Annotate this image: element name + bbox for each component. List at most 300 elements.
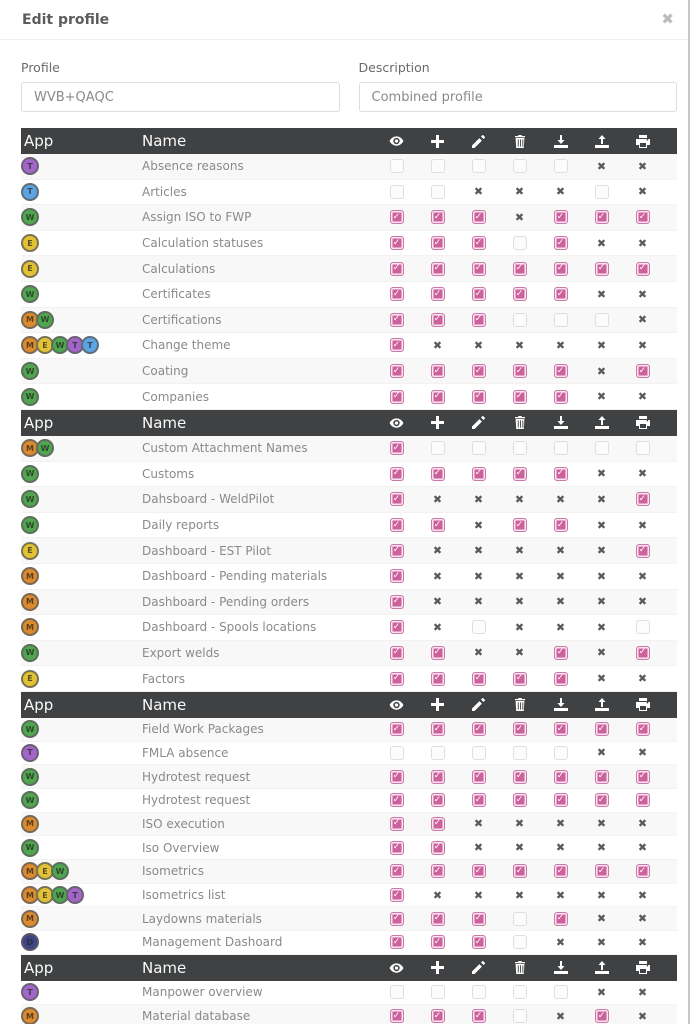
permission-cell xyxy=(581,793,622,807)
close-icon[interactable]: ✖ xyxy=(661,10,674,28)
app-badge-w: W xyxy=(36,439,54,457)
checkbox-checked[interactable]: ✓ xyxy=(390,390,404,404)
permission-cell xyxy=(581,313,622,327)
description-label: Description xyxy=(358,60,430,75)
permission-cell xyxy=(458,236,499,250)
not-available-cross-icon: ✖ xyxy=(555,817,566,831)
checkbox-checked[interactable]: ✓ xyxy=(390,672,404,686)
table-row xyxy=(21,513,677,539)
checkbox-checked[interactable]: ✓ xyxy=(390,1009,404,1023)
checkbox-checked[interactable]: ✓ xyxy=(390,338,404,352)
not-available-cross-icon: ✖ xyxy=(637,338,648,352)
permission-cell xyxy=(417,817,458,831)
permission-name: Certifications xyxy=(142,312,222,327)
permission-cell xyxy=(376,888,417,902)
checkbox-checked[interactable]: ✓ xyxy=(431,722,445,736)
checkbox-checked[interactable]: ✓ xyxy=(431,262,445,276)
permission-cell xyxy=(376,338,417,352)
checkbox-checked[interactable]: ✓ xyxy=(636,210,650,224)
checkbox-checked[interactable]: ✓ xyxy=(390,467,404,481)
permission-cell xyxy=(581,441,622,455)
checkbox-checked[interactable]: ✓ xyxy=(472,390,486,404)
permission-cell xyxy=(622,937,663,948)
checkbox-unchecked[interactable] xyxy=(554,441,568,455)
permission-cell xyxy=(540,793,581,807)
checkbox-checked[interactable]: ✓ xyxy=(431,912,445,926)
checkbox-checked[interactable]: ✓ xyxy=(390,793,404,807)
checkbox-checked[interactable]: ✓ xyxy=(390,492,404,506)
checkbox-unchecked[interactable] xyxy=(554,313,568,327)
not-available-cross-icon: ✖ xyxy=(555,569,566,583)
checkbox-unchecked[interactable] xyxy=(513,313,527,327)
permission-cell xyxy=(417,596,458,607)
checkbox-checked[interactable]: ✓ xyxy=(390,262,404,276)
not-available-cross-icon: ✖ xyxy=(473,888,484,902)
not-available-cross-icon: ✖ xyxy=(514,888,525,902)
not-available-cross-icon: ✖ xyxy=(596,467,607,481)
permission-cell xyxy=(417,890,458,901)
checkbox-checked[interactable]: ✓ xyxy=(513,793,527,807)
not-available-cross-icon: ✖ xyxy=(637,287,648,301)
checkbox-unchecked[interactable] xyxy=(472,985,486,999)
permission-cell xyxy=(417,1009,458,1023)
permission-cell xyxy=(499,864,540,878)
not-available-cross-icon: ✖ xyxy=(473,817,484,831)
permission-cell xyxy=(417,262,458,276)
app-badges xyxy=(21,516,142,534)
permission-cell xyxy=(499,571,540,582)
checkbox-checked[interactable]: ✓ xyxy=(390,236,404,250)
permission-cell xyxy=(499,770,540,784)
permission-name: Hydrotest request xyxy=(142,769,251,784)
checkbox-checked[interactable]: ✓ xyxy=(472,467,486,481)
app-badge-w: W xyxy=(21,644,39,662)
checkbox-checked[interactable]: ✓ xyxy=(472,210,486,224)
permission-cell xyxy=(499,212,540,223)
permission-cell xyxy=(540,313,581,327)
not-available-cross-icon: ✖ xyxy=(596,912,607,926)
checkbox-checked[interactable]: ✓ xyxy=(390,912,404,926)
permission-cell xyxy=(376,620,417,634)
permission-name: Dashboard - EST Pilot xyxy=(142,543,272,558)
checkbox-checked[interactable]: ✓ xyxy=(472,1009,486,1023)
app-badge-m: M xyxy=(21,910,39,928)
checkbox-checked[interactable]: ✓ xyxy=(513,287,527,301)
checkbox-checked[interactable]: ✓ xyxy=(554,210,568,224)
checkbox-unchecked[interactable] xyxy=(513,985,527,999)
checkbox-checked[interactable]: ✓ xyxy=(636,544,650,558)
checkbox-checked[interactable]: ✓ xyxy=(513,364,527,378)
checkbox-checked[interactable]: ✓ xyxy=(472,722,486,736)
checkbox-checked[interactable]: ✓ xyxy=(554,912,568,926)
checkbox-checked[interactable]: ✓ xyxy=(554,518,568,532)
checkbox-checked[interactable]: ✓ xyxy=(390,518,404,532)
permission-name: Export welds xyxy=(142,645,220,660)
not-available-cross-icon: ✖ xyxy=(555,620,566,634)
checkbox-checked[interactable]: ✓ xyxy=(595,793,609,807)
checkbox-unchecked[interactable] xyxy=(595,441,609,455)
download-icon xyxy=(540,135,581,148)
checkbox-checked[interactable]: ✓ xyxy=(390,888,404,902)
checkbox-unchecked[interactable] xyxy=(636,620,650,634)
checkbox-unchecked[interactable] xyxy=(472,159,486,173)
checkbox-checked[interactable]: ✓ xyxy=(513,770,527,784)
app-badge-t: T xyxy=(21,744,39,762)
checkbox-checked[interactable]: ✓ xyxy=(431,210,445,224)
checkbox-checked[interactable]: ✓ xyxy=(390,864,404,878)
permission-cell xyxy=(540,622,581,633)
not-available-cross-icon: ✖ xyxy=(596,672,607,686)
checkbox-checked[interactable]: ✓ xyxy=(431,817,445,831)
permission-name: Absence reasons xyxy=(142,159,244,174)
checkbox-checked[interactable]: ✓ xyxy=(636,646,650,660)
checkbox-unchecked[interactable] xyxy=(390,159,404,173)
permission-cell xyxy=(499,985,540,999)
app-badge-m: M xyxy=(21,439,39,457)
not-available-cross-icon: ✖ xyxy=(637,467,648,481)
checkbox-checked[interactable]: ✓ xyxy=(513,672,527,686)
permission-cell xyxy=(458,287,499,301)
permission-cell xyxy=(499,364,540,378)
permission-cell xyxy=(499,545,540,556)
checkbox-checked[interactable]: ✓ xyxy=(595,770,609,784)
checkbox-checked[interactable]: ✓ xyxy=(431,841,445,855)
checkbox-unchecked[interactable] xyxy=(472,620,486,634)
checkbox-checked[interactable]: ✓ xyxy=(390,935,404,949)
checkbox-checked[interactable]: ✓ xyxy=(390,646,404,660)
checkbox-checked[interactable]: ✓ xyxy=(431,646,445,660)
checkbox-checked[interactable]: ✓ xyxy=(390,544,404,558)
permission-name: Iso Overview xyxy=(142,840,220,855)
permission-cell xyxy=(581,937,622,948)
table-header-row xyxy=(21,692,677,718)
permission-cell xyxy=(540,596,581,607)
checkbox-unchecked[interactable] xyxy=(431,985,445,999)
app-badges xyxy=(21,744,142,762)
checkbox-checked[interactable]: ✓ xyxy=(554,770,568,784)
checkbox-checked[interactable]: ✓ xyxy=(431,467,445,481)
checkbox-checked[interactable]: ✓ xyxy=(431,236,445,250)
description-input[interactable] xyxy=(359,82,678,112)
checkbox-checked[interactable]: ✓ xyxy=(554,793,568,807)
permission-name: Customs xyxy=(142,466,195,481)
checkbox-checked[interactable]: ✓ xyxy=(431,518,445,532)
app-badges xyxy=(21,490,142,508)
permission-name: Laydowns materials xyxy=(142,911,262,926)
checkbox-checked[interactable]: ✓ xyxy=(513,390,527,404)
permission-cell xyxy=(376,985,417,999)
checkbox-unchecked[interactable] xyxy=(431,185,445,199)
checkbox-checked[interactable]: ✓ xyxy=(554,364,568,378)
checkbox-checked[interactable]: ✓ xyxy=(595,864,609,878)
checkbox-checked[interactable]: ✓ xyxy=(472,287,486,301)
checkbox-checked[interactable]: ✓ xyxy=(472,935,486,949)
permission-cell xyxy=(376,518,417,532)
checkbox-checked[interactable]: ✓ xyxy=(472,262,486,276)
app-badges xyxy=(21,593,142,611)
table-header-row xyxy=(21,128,677,154)
checkbox-unchecked[interactable] xyxy=(513,236,527,250)
permission-cell xyxy=(417,646,458,660)
checkbox-checked[interactable]: ✓ xyxy=(472,770,486,784)
permission-cell xyxy=(376,287,417,301)
checkbox-checked[interactable]: ✓ xyxy=(390,722,404,736)
checkbox-checked[interactable]: ✓ xyxy=(390,210,404,224)
permission-cell xyxy=(376,236,417,250)
checkbox-checked[interactable]: ✓ xyxy=(636,262,650,276)
app-badges xyxy=(21,260,142,278)
permission-cell xyxy=(417,912,458,926)
permission-cell xyxy=(499,746,540,760)
not-available-cross-icon: ✖ xyxy=(637,185,648,199)
permission-cell xyxy=(622,289,663,300)
permission-cell xyxy=(417,545,458,556)
checkbox-checked[interactable]: ✓ xyxy=(636,770,650,784)
not-available-cross-icon: ✖ xyxy=(514,646,525,660)
checkbox-checked[interactable]: ✓ xyxy=(636,492,650,506)
checkbox-unchecked[interactable] xyxy=(431,746,445,760)
permission-cell xyxy=(540,467,581,481)
checkbox-checked[interactable]: ✓ xyxy=(636,722,650,736)
permission-cell xyxy=(499,441,540,455)
permission-cell xyxy=(458,722,499,736)
permission-cell xyxy=(581,890,622,901)
not-available-cross-icon: ✖ xyxy=(473,338,484,352)
checkbox-checked[interactable]: ✓ xyxy=(595,262,609,276)
permission-cell xyxy=(458,313,499,327)
not-available-cross-icon: ✖ xyxy=(432,338,443,352)
checkbox-unchecked[interactable] xyxy=(595,185,609,199)
permission-cell xyxy=(499,518,540,532)
checkbox-checked[interactable]: ✓ xyxy=(431,672,445,686)
checkbox-checked[interactable]: ✓ xyxy=(554,722,568,736)
checkbox-checked[interactable]: ✓ xyxy=(390,595,404,609)
checkbox-checked[interactable]: ✓ xyxy=(431,390,445,404)
checkbox-checked[interactable]: ✓ xyxy=(390,817,404,831)
checkbox-unchecked[interactable] xyxy=(472,441,486,455)
not-available-cross-icon: ✖ xyxy=(596,518,607,532)
checkbox-checked[interactable]: ✓ xyxy=(554,236,568,250)
permission-cell xyxy=(581,520,622,531)
edit-pencil-icon xyxy=(458,416,499,429)
permission-cell xyxy=(417,390,458,404)
permission-cell xyxy=(622,596,663,607)
checkbox-checked[interactable]: ✓ xyxy=(390,313,404,327)
checkbox-checked[interactable]: ✓ xyxy=(472,912,486,926)
permission-cell xyxy=(376,746,417,760)
checkbox-checked[interactable]: ✓ xyxy=(472,864,486,878)
table-row xyxy=(21,907,677,931)
app-badge-e: E xyxy=(21,670,39,688)
checkbox-checked[interactable]: ✓ xyxy=(390,441,404,455)
checkbox-checked[interactable]: ✓ xyxy=(554,672,568,686)
permission-cell xyxy=(540,818,581,829)
permission-cell xyxy=(458,186,499,197)
checkbox-checked[interactable]: ✓ xyxy=(431,313,445,327)
not-available-cross-icon: ✖ xyxy=(596,646,607,660)
checkbox-checked[interactable]: ✓ xyxy=(554,390,568,404)
checkbox-checked[interactable]: ✓ xyxy=(513,262,527,276)
permission-cell xyxy=(540,262,581,276)
checkbox-checked[interactable]: ✓ xyxy=(431,1009,445,1023)
checkbox-unchecked[interactable] xyxy=(513,912,527,926)
header-app: App xyxy=(24,695,54,714)
checkbox-checked[interactable]: ✓ xyxy=(595,722,609,736)
checkbox-checked[interactable]: ✓ xyxy=(595,210,609,224)
checkbox-checked[interactable]: ✓ xyxy=(636,364,650,378)
permission-cell xyxy=(458,864,499,878)
permission-name: Factors xyxy=(142,671,185,686)
permission-cell xyxy=(417,185,458,199)
checkbox-checked[interactable]: ✓ xyxy=(513,864,527,878)
checkbox-checked[interactable]: ✓ xyxy=(472,672,486,686)
app-badge-d: D xyxy=(21,933,39,951)
checkbox-checked[interactable]: ✓ xyxy=(390,364,404,378)
app-badges xyxy=(21,465,142,483)
checkbox-checked[interactable]: ✓ xyxy=(595,1009,609,1023)
checkbox-checked[interactable]: ✓ xyxy=(390,770,404,784)
permission-cell xyxy=(581,545,622,556)
checkbox-unchecked[interactable] xyxy=(390,185,404,199)
checkbox-unchecked[interactable] xyxy=(554,746,568,760)
permission-cell xyxy=(458,262,499,276)
permission-cell xyxy=(540,571,581,582)
checkbox-checked[interactable]: ✓ xyxy=(390,841,404,855)
checkbox-checked[interactable]: ✓ xyxy=(472,364,486,378)
permission-name: Change theme xyxy=(142,338,231,353)
checkbox-unchecked[interactable] xyxy=(431,159,445,173)
permission-cell xyxy=(499,935,540,949)
permission-cell xyxy=(540,441,581,455)
checkbox-checked[interactable]: ✓ xyxy=(472,793,486,807)
checkbox-checked[interactable]: ✓ xyxy=(472,313,486,327)
checkbox-unchecked[interactable] xyxy=(390,746,404,760)
permission-cell xyxy=(499,287,540,301)
permission-cell xyxy=(417,722,458,736)
checkbox-checked[interactable]: ✓ xyxy=(431,793,445,807)
permission-cell xyxy=(622,520,663,531)
checkbox-checked[interactable]: ✓ xyxy=(554,287,568,301)
not-available-cross-icon: ✖ xyxy=(555,338,566,352)
checkbox-checked[interactable]: ✓ xyxy=(636,793,650,807)
permission-cell xyxy=(458,793,499,807)
app-badges xyxy=(21,815,142,833)
permission-cell xyxy=(622,492,663,506)
app-badge-w: W xyxy=(21,285,39,303)
not-available-cross-icon: ✖ xyxy=(432,888,443,902)
header-name: Name xyxy=(142,958,187,977)
permission-cell xyxy=(458,620,499,634)
app-badge-w: W xyxy=(51,336,69,354)
app-badge-e: E xyxy=(21,234,39,252)
table-row xyxy=(21,180,677,206)
app-badge-m: M xyxy=(21,567,39,585)
checkbox-unchecked[interactable] xyxy=(390,985,404,999)
checkbox-checked[interactable]: ✓ xyxy=(513,518,527,532)
profile-form xyxy=(0,40,688,112)
checkbox-unchecked[interactable] xyxy=(513,935,527,949)
permission-cell xyxy=(376,793,417,807)
checkbox-unchecked[interactable] xyxy=(472,746,486,760)
modal-right-edge xyxy=(688,0,690,1024)
checkbox-checked[interactable]: ✓ xyxy=(513,467,527,481)
checkbox-checked[interactable]: ✓ xyxy=(390,569,404,583)
checkbox-checked[interactable]: ✓ xyxy=(554,467,568,481)
checkbox-checked[interactable]: ✓ xyxy=(431,287,445,301)
checkbox-checked[interactable]: ✓ xyxy=(472,236,486,250)
permission-cell xyxy=(458,441,499,455)
checkbox-checked[interactable]: ✓ xyxy=(554,262,568,276)
permission-cell xyxy=(458,390,499,404)
permission-cell xyxy=(540,985,581,999)
checkbox-checked[interactable]: ✓ xyxy=(390,287,404,301)
permission-cell xyxy=(376,672,417,686)
app-badges xyxy=(21,542,142,560)
permission-name: Certificates xyxy=(142,287,211,302)
checkbox-unchecked[interactable] xyxy=(554,985,568,999)
permission-cell xyxy=(581,987,622,998)
permission-cell xyxy=(622,722,663,736)
not-available-cross-icon: ✖ xyxy=(637,888,648,902)
modal-header xyxy=(0,0,688,40)
checkbox-checked[interactable]: ✓ xyxy=(554,646,568,660)
checkbox-checked[interactable]: ✓ xyxy=(431,864,445,878)
permission-cell xyxy=(540,236,581,250)
table-section xyxy=(21,410,677,692)
table-row xyxy=(21,1005,677,1024)
checkbox-unchecked[interactable] xyxy=(554,159,568,173)
not-available-cross-icon: ✖ xyxy=(473,492,484,506)
checkbox-checked[interactable]: ✓ xyxy=(431,364,445,378)
permission-cell xyxy=(417,841,458,855)
checkbox-checked[interactable]: ✓ xyxy=(431,935,445,949)
permission-cell xyxy=(417,340,458,351)
checkbox-checked[interactable]: ✓ xyxy=(431,770,445,784)
permission-cell xyxy=(376,467,417,481)
permission-cell xyxy=(499,912,540,926)
checkbox-unchecked[interactable] xyxy=(431,441,445,455)
checkbox-checked[interactable]: ✓ xyxy=(513,722,527,736)
checkbox-checked[interactable]: ✓ xyxy=(390,620,404,634)
checkbox-unchecked[interactable] xyxy=(636,441,650,455)
edit-pencil-icon xyxy=(458,961,499,974)
permission-cell xyxy=(622,620,663,634)
not-available-cross-icon: ✖ xyxy=(596,569,607,583)
checkbox-unchecked[interactable] xyxy=(513,441,527,455)
permission-cell xyxy=(499,596,540,607)
checkbox-unchecked[interactable] xyxy=(595,313,609,327)
edit-pencil-icon xyxy=(458,135,499,148)
app-badges xyxy=(21,862,142,880)
table-row xyxy=(21,462,677,488)
checkbox-checked[interactable]: ✓ xyxy=(554,864,568,878)
permission-cell xyxy=(499,890,540,901)
profile-input[interactable] xyxy=(21,82,340,112)
app-badge-w: W xyxy=(21,388,39,406)
permission-cell xyxy=(622,913,663,924)
table-row xyxy=(21,666,677,692)
app-badge-m: M xyxy=(21,311,39,329)
checkbox-unchecked[interactable] xyxy=(513,159,527,173)
checkbox-checked[interactable]: ✓ xyxy=(636,864,650,878)
checkbox-unchecked[interactable] xyxy=(513,1009,527,1023)
permission-cell xyxy=(622,210,663,224)
permission-cell xyxy=(376,185,417,199)
permission-cell xyxy=(376,864,417,878)
not-available-cross-icon: ✖ xyxy=(555,185,566,199)
checkbox-unchecked[interactable] xyxy=(513,746,527,760)
permission-cell xyxy=(540,390,581,404)
